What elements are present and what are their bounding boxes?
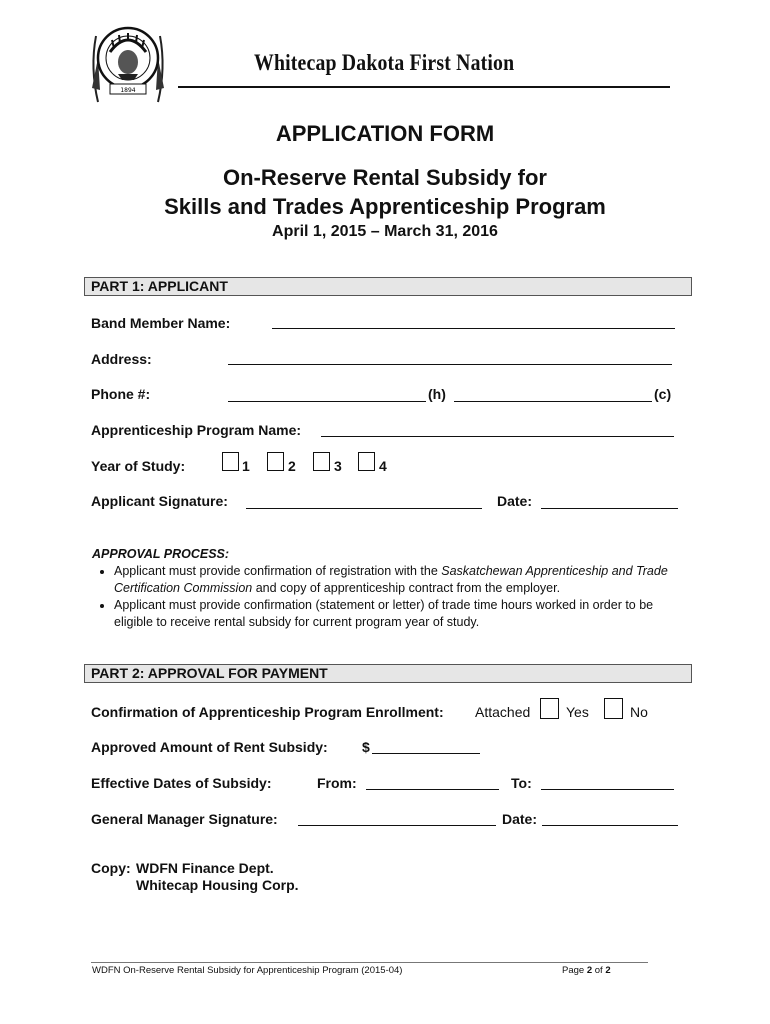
phone-label: Phone #: — [91, 386, 151, 402]
part2-heading: PART 2: APPROVAL FOR PAYMENT — [84, 664, 692, 683]
gm-signature-field[interactable] — [298, 825, 496, 826]
year-1-checkbox[interactable] — [222, 452, 239, 471]
gm-date-label: Date: — [502, 811, 538, 827]
gm-date-field[interactable] — [542, 825, 678, 826]
approval-process-title: APPROVAL PROCESS: — [92, 547, 230, 561]
rent-amount-field[interactable] — [372, 753, 480, 754]
header-divider — [178, 86, 670, 88]
organization-name: Whitecap Dakota First Nation — [254, 50, 515, 75]
effective-dates-label: Effective Dates of Subsidy: — [91, 775, 272, 791]
program-name-label: Apprenticeship Program Name: — [91, 422, 302, 438]
enrollment-attached-text: Attached — [475, 704, 531, 720]
nation-seal-icon — [88, 18, 168, 106]
program-name-field[interactable] — [321, 436, 674, 437]
enrollment-no-label: No — [630, 704, 648, 720]
copy-recipient-finance: WDFN Finance Dept. — [136, 860, 274, 876]
from-date-field[interactable] — [366, 789, 499, 790]
approval-process-list — [92, 563, 692, 631]
copy-recipient-housing: Whitecap Housing Corp. — [136, 877, 299, 893]
year-4-label: 4 — [379, 458, 387, 474]
year-2-label: 2 — [288, 458, 296, 474]
footer-page-number — [562, 965, 611, 976]
page-prefix: Page — [562, 965, 587, 976]
phone-home-suffix: (h) — [428, 386, 446, 402]
address-label: Address: — [91, 351, 152, 367]
form-subtitle-line1: On-Reserve Rental Subsidy for — [223, 165, 547, 190]
logo-year: 1894 — [120, 87, 136, 94]
applicant-date-field[interactable] — [541, 508, 678, 509]
to-label: To: — [511, 775, 532, 791]
enrollment-label: Confirmation of Apprenticeship Program Enrollment: — [91, 704, 444, 720]
bullet1-text-b: and copy of apprenticeship contract from the employer. — [252, 581, 561, 595]
enrollment-yes-label: Yes — [566, 704, 589, 720]
year-2-checkbox[interactable] — [267, 452, 284, 471]
page-total: 2 — [605, 965, 611, 976]
year-of-study-label: Year of Study: — [91, 458, 186, 474]
bullet2-text: Applicant must provide confirmation (statement or letter) of trade time hours worked in order to be eligible to receive rental subsidy for current program year of study. — [114, 598, 654, 629]
page-current: 2 — [586, 965, 593, 976]
part1-heading: PART 1: APPLICANT — [84, 277, 692, 296]
year-1-label: 1 — [242, 458, 250, 474]
footer-divider — [91, 962, 648, 963]
band-member-name-field[interactable] — [272, 328, 675, 329]
enrollment-yes-checkbox[interactable] — [540, 698, 559, 719]
applicant-signature-field[interactable] — [246, 508, 482, 509]
from-label: From: — [317, 775, 357, 791]
form-title: APPLICATION FORM — [275, 121, 495, 146]
band-member-name-label: Band Member Name: — [91, 315, 231, 331]
approval-process — [92, 546, 692, 631]
bullet1-text-a: Applicant must provide confirmation of registration with the — [114, 564, 442, 578]
year-3-label: 3 — [334, 458, 342, 474]
list-item — [114, 597, 692, 631]
footer-document-id: WDFN On-Reserve Rental Subsidy for Apprenticeship Program (2015-04) — [92, 965, 403, 976]
applicant-date-label: Date: — [497, 493, 533, 509]
gm-signature-label: General Manager Signature: — [91, 811, 278, 827]
applicant-signature-label: Applicant Signature: — [91, 493, 228, 509]
bullet1-commission-name: Saskatchewan Apprenticeship and Trade Certification Commission — [114, 564, 668, 595]
year-4-checkbox[interactable] — [358, 452, 375, 471]
list-item — [114, 563, 692, 597]
phone-cell-suffix: (c) — [654, 386, 672, 402]
program-period: April 1, 2015 – March 31, 2016 — [272, 223, 498, 240]
phone-cell-field[interactable] — [454, 401, 652, 402]
page-mid: of — [592, 965, 606, 976]
copy-label: Copy: — [91, 860, 131, 876]
address-field[interactable] — [228, 364, 672, 365]
year-3-checkbox[interactable] — [313, 452, 330, 471]
form-subtitle-line2: Skills and Trades Apprenticeship Program — [164, 194, 606, 219]
to-date-field[interactable] — [541, 789, 674, 790]
rent-amount-label: Approved Amount of Rent Subsidy: — [91, 739, 328, 755]
phone-home-field[interactable] — [228, 401, 426, 402]
enrollment-no-checkbox[interactable] — [604, 698, 623, 719]
rent-amount-dollar: $ — [362, 739, 370, 755]
